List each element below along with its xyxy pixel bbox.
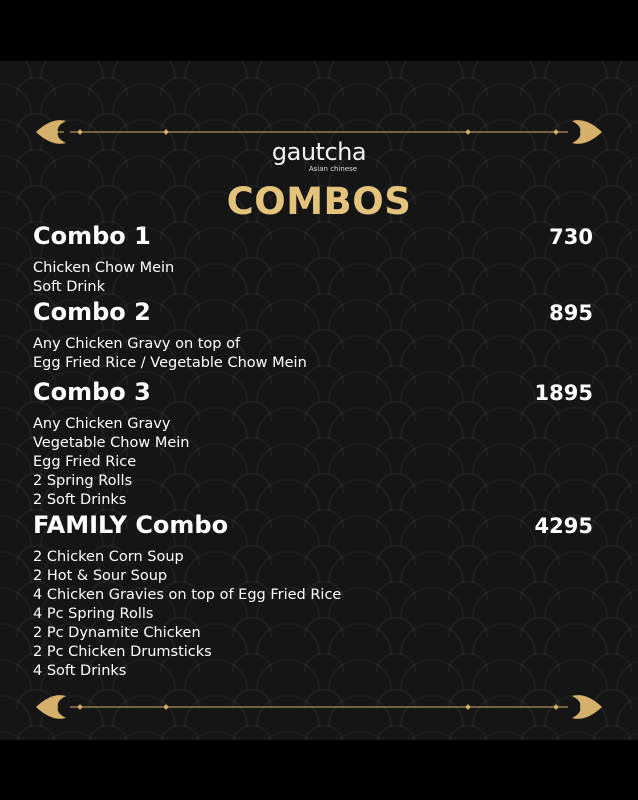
combo-name: FAMILY Combo (33, 511, 229, 539)
combo-item-line: Soft Drink (33, 279, 105, 295)
brand-tagline: Asian chinese (308, 165, 358, 173)
combo-item-line: 2 Chicken Corn Soup (33, 549, 184, 565)
combo-item-line: 2 Pc Chicken Drumsticks (33, 644, 212, 660)
combo-items (33, 259, 593, 297)
combo-header (33, 511, 593, 540)
combo-item-line: 2 Pc Dynamite Chicken (33, 625, 201, 641)
combo-item-line: 2 Hot & Sour Soup (33, 568, 168, 584)
combo-items (33, 548, 593, 681)
combo-items (33, 335, 593, 373)
combo-items (33, 415, 593, 510)
brand-name: gautcha (271, 138, 367, 166)
combo-item (33, 298, 593, 373)
combo-header (33, 378, 593, 407)
combo-item-line: Egg Fried Rice / Vegetable Chow Mein (33, 355, 307, 371)
combo-item-line: Any Chicken Gravy (33, 416, 171, 432)
ornamental-divider-bottom-icon (34, 690, 604, 724)
combo-price: 4295 (534, 514, 593, 538)
combo-price: 1895 (534, 381, 593, 405)
section-title: COMBOS (226, 180, 412, 223)
combo-item-line: Any Chicken Gravy on top of (33, 336, 241, 352)
combo-item-line: 4 Pc Spring Rolls (33, 606, 154, 622)
combo-item (33, 222, 593, 297)
combo-name: Combo 1 (33, 222, 151, 250)
combo-price: 895 (549, 301, 593, 325)
combo-item (33, 511, 593, 681)
combo-item-line: 2 Spring Rolls (33, 473, 133, 489)
combo-header (33, 298, 593, 327)
combo-item-line: 4 Soft Drinks (33, 663, 127, 679)
combo-item (33, 378, 593, 510)
combo-item-line: 2 Soft Drinks (33, 492, 127, 508)
combo-name: Combo 2 (33, 298, 151, 326)
combo-item-line: 4 Chicken Gravies on top of Egg Fried Rice (33, 587, 342, 603)
combo-item-line: Chicken Chow Mein (33, 260, 175, 276)
combo-name: Combo 3 (33, 378, 151, 406)
combo-price: 730 (549, 225, 593, 249)
combo-item-line: Egg Fried Rice (33, 454, 137, 470)
brand-logo (0, 140, 638, 173)
combo-item-line: Vegetable Chow Mein (33, 435, 190, 451)
combo-header (33, 222, 593, 251)
